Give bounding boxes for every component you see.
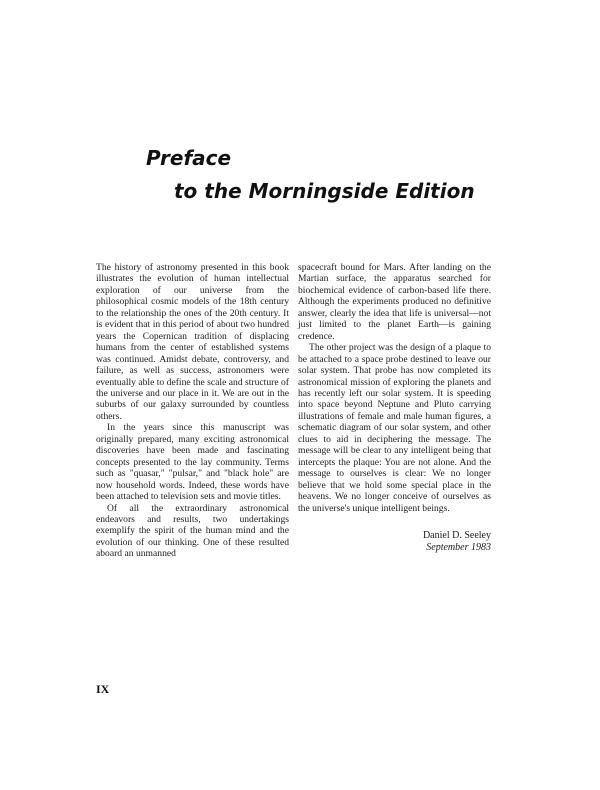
signature-date: September 1983 bbox=[426, 541, 491, 553]
text-column-right bbox=[298, 262, 491, 554]
page-number: IX bbox=[96, 682, 110, 696]
paragraph: In the years since this manuscript was originally prepared, many exciting astronomical discoveries have been made and fascinating concepts presented to the lay community. Terms such as "quasar," "pulsar," and "black hole" are now household words. Indeed, these words have been attached to television sets and movie titles. bbox=[96, 422, 289, 503]
text-column-left bbox=[96, 262, 289, 560]
preface-title: Preface bbox=[146, 146, 232, 170]
paragraph: The other project was the design of a plaque to be attached to a space probe destined to leave our solar system. That probe has now completed its astronomical mission of exploring the planets and has recently left our solar system. It is speeding into space beyond Neptune and Pluto carrying illustrations of female and male human figures, a schematic diagram of our solar system, and other clues to aid in deciphering the message. The message will be clear to any intelligent being that intercepts the plaque: You are not alone. And the message to ourselves is clear: We no longer believe that we hold some special place in the heavens. We no longer conceive of ourselves as the universe's unique intelligent beings. bbox=[298, 342, 491, 514]
paragraph: Of all the extraordinary astronomical endeavors and results, two undertakings exemplify the spirit of the human mind and the evolution of our thinking. One of these resulted aboard an unmanned bbox=[96, 502, 289, 560]
paragraph: spacecraft bound for Mars. After landing on the Martian surface, the apparatus searched for biochemical evidence of carbon-based life there. Although the experiments produced no definitive answer, clearly the idea that life is universal—not just limited to the planet Earth—is gaining credence. bbox=[298, 262, 491, 342]
signature-author: Daniel D. Seeley bbox=[422, 529, 491, 541]
paragraph: The history of astronomy presented in this book illustrates the evolution of human intellectual exploration of our universe from the philosophical cosmic models of the 18th century to the relationship the ones of the 20th century. It is evident that in this period of about two hundred years the Copernican tradition of displacing humans from the center of established systems was continued. Amidst debate, controversy, and failure, as well as success, astronomers were eventually able to define the scale and structure of the universe and our place in it. We are out in the suburbs of our galaxy surrounded by countless others. bbox=[96, 262, 289, 422]
preface-subtitle: to the Morningside Edition bbox=[174, 179, 475, 203]
signature-block bbox=[298, 530, 491, 554]
